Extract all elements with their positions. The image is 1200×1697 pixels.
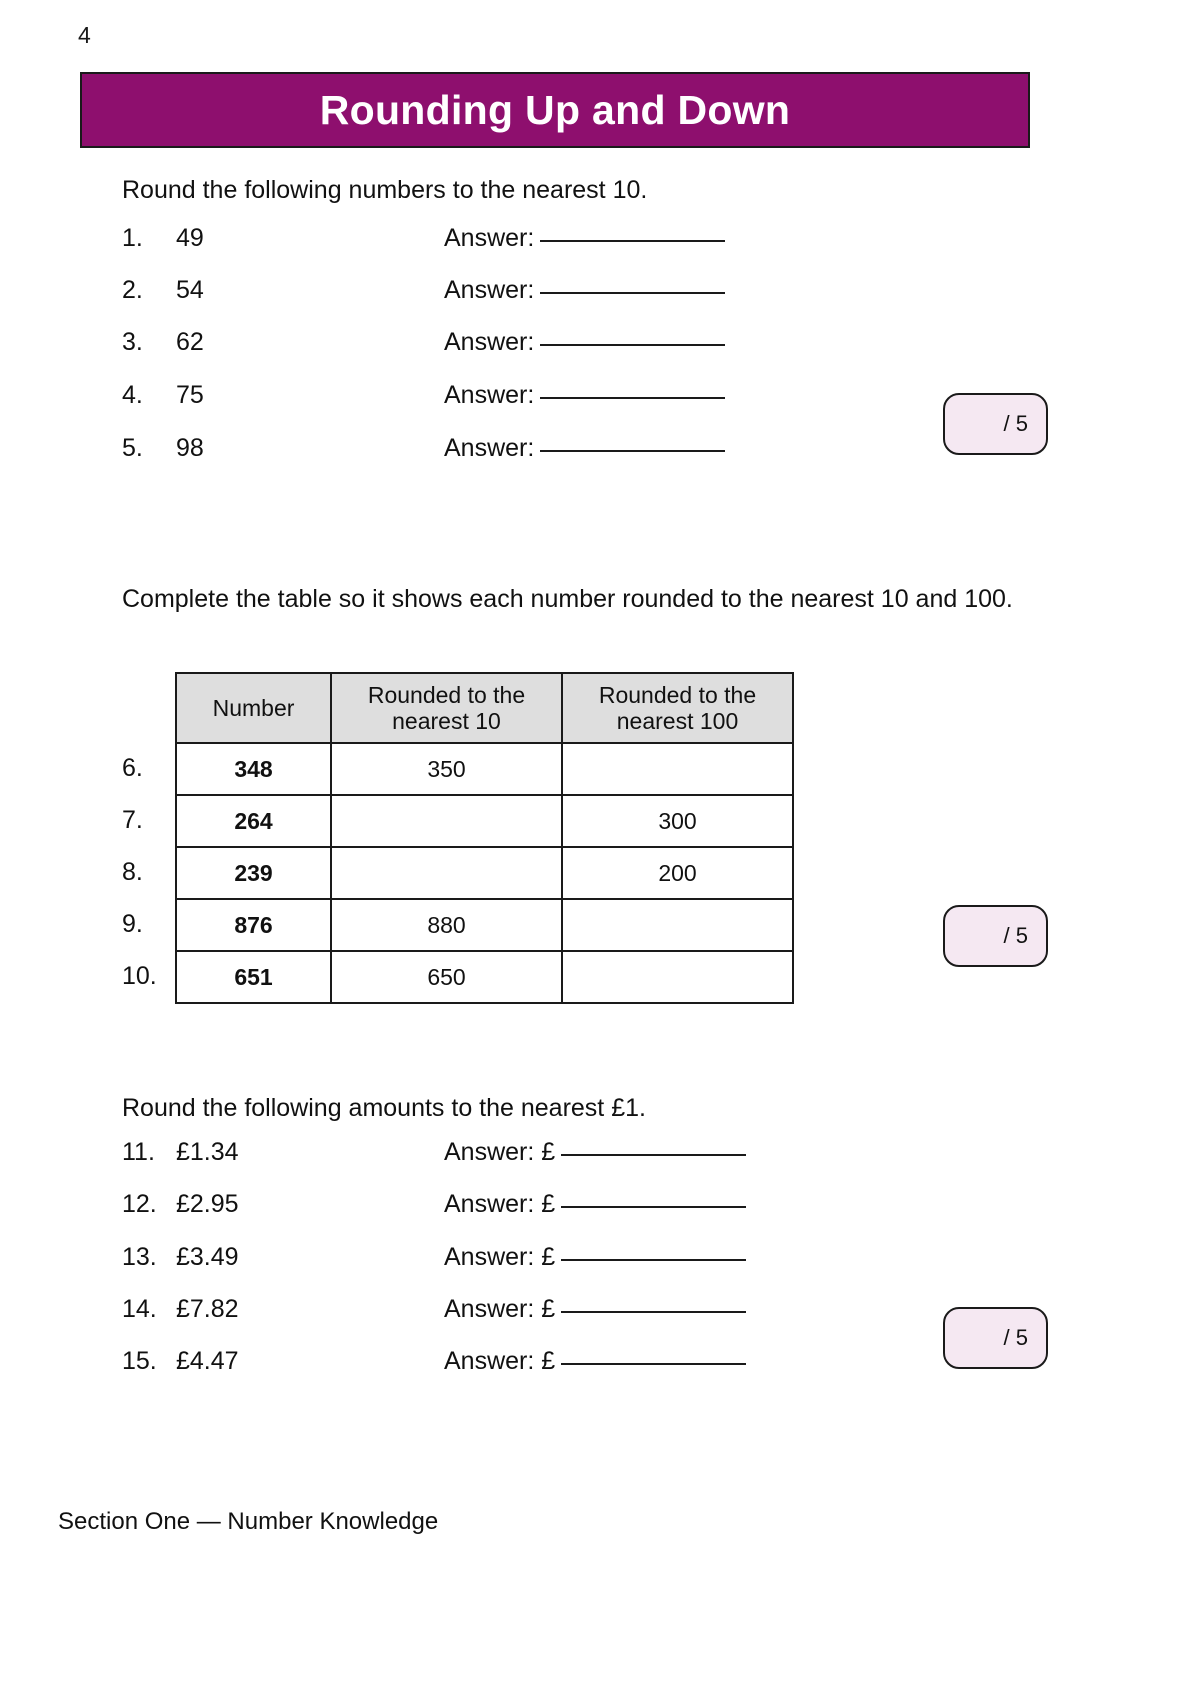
score-text: / 5 — [1003, 1325, 1028, 1350]
question-value: 62 — [176, 328, 204, 356]
question-row-2 — [122, 276, 725, 305]
page-number: 4 — [78, 22, 91, 48]
answer-label: Answer: — [444, 381, 535, 409]
question-row-5 — [122, 434, 725, 463]
row-number: 6. — [122, 754, 143, 782]
question-value: £3.49 — [176, 1243, 239, 1271]
answer-label: Answer: — [444, 328, 535, 356]
page-title: Rounding Up and Down — [319, 86, 791, 133]
cell-nearest-10[interactable]: 880 — [331, 899, 562, 951]
question-number: 14. — [122, 1295, 157, 1323]
question-number: 1. — [122, 224, 143, 252]
answer-label: Answer: £ — [444, 1295, 556, 1323]
table-row — [176, 899, 793, 951]
answer-blank-11[interactable] — [561, 1154, 746, 1156]
question-value: £2.95 — [176, 1190, 239, 1218]
question-value: 54 — [176, 276, 204, 304]
score-text: / 5 — [1003, 923, 1028, 948]
answer-label: Answer: £ — [444, 1190, 556, 1218]
answer-label: Answer: — [444, 276, 535, 304]
question-row-12 — [122, 1190, 746, 1219]
question-number: 3. — [122, 328, 143, 356]
table-row — [176, 951, 793, 1003]
column-header-number — [176, 673, 331, 743]
answer-label: Answer: £ — [444, 1138, 556, 1166]
question-number: 4. — [122, 381, 143, 409]
cell-nearest-100[interactable]: 300 — [562, 795, 793, 847]
question-row-1 — [122, 224, 725, 253]
answer-label: Answer: — [444, 434, 535, 462]
score-text: / 5 — [1003, 411, 1028, 436]
table-header-row — [176, 673, 793, 743]
header-line: Rounded to the — [367, 681, 526, 708]
cell-number: 651 — [176, 951, 331, 1003]
column-header-nearest-100 — [562, 673, 793, 743]
question-row-3 — [122, 328, 725, 357]
cell-number: 264 — [176, 795, 331, 847]
question-row-14 — [122, 1295, 746, 1324]
answer-blank-13[interactable] — [561, 1259, 746, 1261]
header-line: Rounded to the — [598, 681, 757, 708]
score-box-section-1[interactable] — [943, 393, 1048, 455]
rounding-table — [175, 672, 794, 1004]
row-number: 8. — [122, 858, 143, 886]
answer-blank-14[interactable] — [561, 1311, 746, 1313]
cell-nearest-10[interactable]: 650 — [331, 951, 562, 1003]
header-line: Number — [212, 694, 295, 721]
cell-number: 348 — [176, 743, 331, 795]
answer-blank-15[interactable] — [561, 1363, 746, 1365]
question-value: £1.34 — [176, 1138, 239, 1166]
question-row-11 — [122, 1138, 746, 1167]
table-row — [176, 847, 793, 899]
header-line: nearest 10 — [392, 708, 501, 734]
rounding-table-wrapper — [175, 672, 792, 1004]
column-header-nearest-10 — [331, 673, 562, 743]
score-box-section-2[interactable] — [943, 905, 1048, 967]
cell-nearest-100[interactable] — [562, 743, 793, 795]
footer-text: Section One — Number Knowledge — [58, 1508, 439, 1535]
answer-blank-3[interactable] — [540, 344, 725, 346]
header-line: nearest 100 — [616, 708, 739, 734]
answer-blank-4[interactable] — [540, 397, 725, 399]
table-row — [176, 743, 793, 795]
question-row-4 — [122, 381, 725, 410]
answer-blank-12[interactable] — [561, 1206, 746, 1208]
section1-prompt: Round the following numbers to the nearest 10. — [122, 176, 648, 204]
score-box-section-3[interactable] — [943, 1307, 1048, 1369]
question-value: £7.82 — [176, 1295, 239, 1323]
question-number: 11. — [122, 1138, 155, 1166]
cell-nearest-100[interactable] — [562, 951, 793, 1003]
row-number: 9. — [122, 910, 143, 938]
question-value: 98 — [176, 434, 204, 462]
answer-blank-2[interactable] — [540, 292, 725, 294]
row-number: 10. — [122, 962, 157, 990]
question-number: 12. — [122, 1190, 157, 1218]
answer-label: Answer: £ — [444, 1347, 556, 1375]
answer-blank-1[interactable] — [540, 240, 725, 242]
table-row — [176, 795, 793, 847]
question-row-15 — [122, 1347, 746, 1376]
question-number: 2. — [122, 276, 143, 304]
answer-label: Answer: — [444, 224, 535, 252]
question-number: 13. — [122, 1243, 157, 1271]
question-value: £4.47 — [176, 1347, 239, 1375]
table-row-number-labels — [122, 742, 170, 1002]
section2-prompt: Complete the table so it shows each number rounded to the nearest 10 and 100. — [122, 585, 1013, 613]
question-value: 75 — [176, 381, 204, 409]
question-number: 5. — [122, 434, 143, 462]
cell-nearest-10[interactable] — [331, 847, 562, 899]
cell-nearest-100[interactable]: 200 — [562, 847, 793, 899]
answer-label: Answer: £ — [444, 1243, 556, 1271]
cell-number: 876 — [176, 899, 331, 951]
cell-nearest-10[interactable] — [331, 795, 562, 847]
question-row-13 — [122, 1243, 746, 1272]
question-number: 15. — [122, 1347, 157, 1375]
cell-nearest-10[interactable]: 350 — [331, 743, 562, 795]
row-number: 7. — [122, 806, 143, 834]
cell-number: 239 — [176, 847, 331, 899]
cell-nearest-100[interactable] — [562, 899, 793, 951]
title-banner — [80, 72, 1030, 148]
answer-blank-5[interactable] — [540, 450, 725, 452]
question-value: 49 — [176, 224, 204, 252]
section3-prompt: Round the following amounts to the nearest £1. — [122, 1094, 646, 1122]
